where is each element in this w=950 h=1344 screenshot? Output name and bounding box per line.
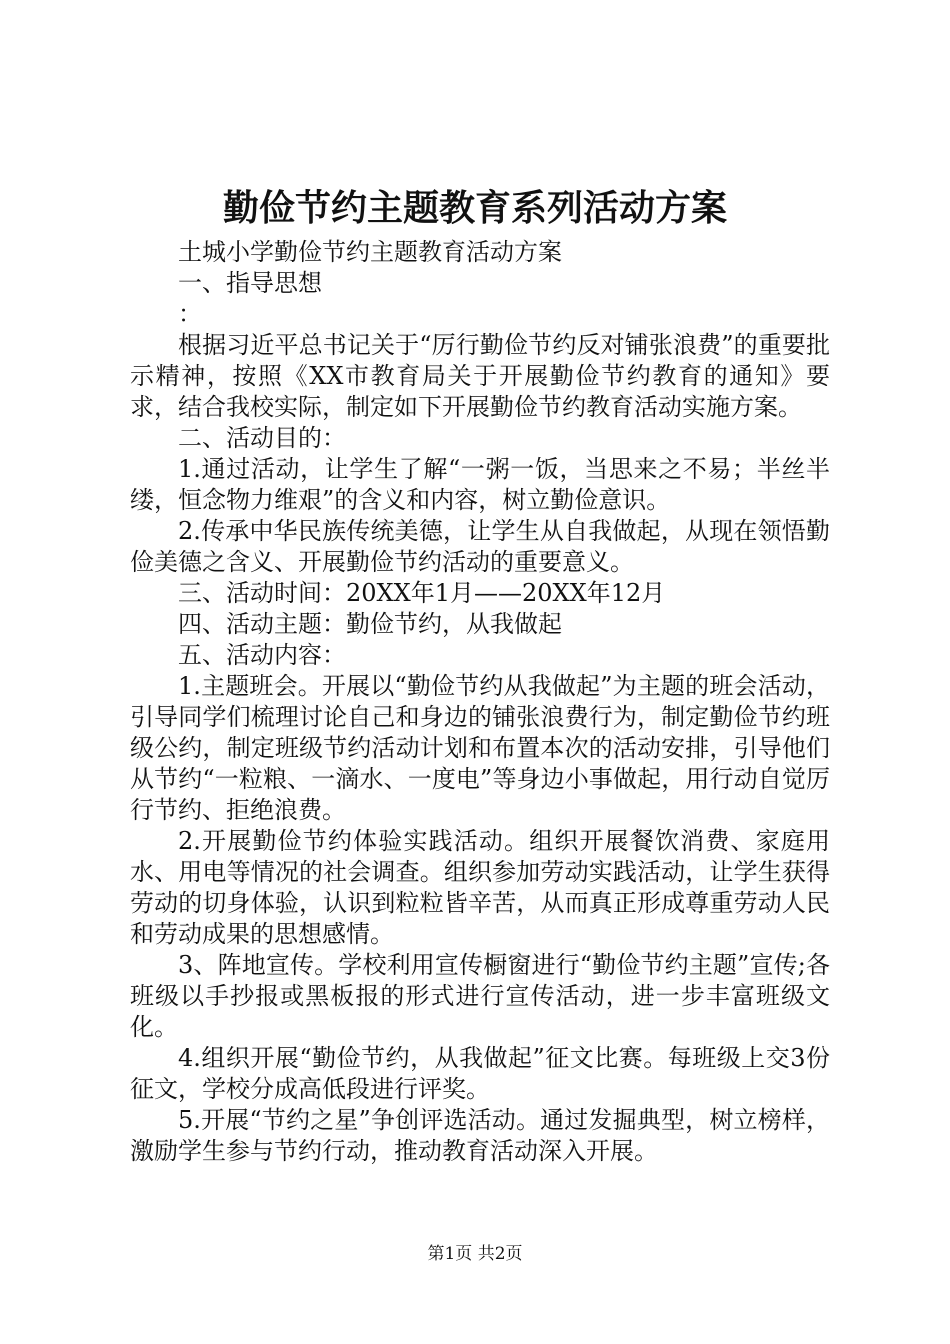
paragraph-guiding-content: 根据习近平总书记关于“厉行勤俭节约反对铺张浪费”的重要批示精神，按照《XX市教育局关于开展勤俭节约教育的通知》要求，结合我校实际，制定如下开展勤俭节约教育活动实施方案。 <box>130 331 830 421</box>
paragraph-section-purpose: 二、活动目的： <box>178 424 346 452</box>
paragraph-section-content: 五、活动内容： <box>178 641 346 669</box>
paragraph-section-time: 三、活动时间：20XX年1月——20XX年12月 <box>178 579 666 607</box>
paragraph-section-theme: 四、活动主题：勤俭节约，从我做起 <box>178 610 562 638</box>
paragraph-purpose-1: 1.通过活动，让学生了解“一粥一饭，当思来之不易；半丝半缕，恒念物力维艰”的含义和内容，树立勤俭意识。 <box>130 455 830 514</box>
paragraph-content-2: 2.开展勤俭节约体验实践活动。组织开展餐饮消费、家庭用水、用电等情况的社会调查。组织参加劳动实践活动，让学生获得劳动的切身体验，认识到粒粒皆辛苦，从而真正形成尊重劳动人民和劳动成果的思想感情。 <box>130 827 830 948</box>
paragraph-content-5: 5.开展“节约之星”争创评选活动。通过发掘典型，树立榜样，激励学生参与节约行动，推动教育活动深入开展。 <box>130 1106 830 1165</box>
paragraph-content-3: 3、阵地宣传。学校利用宣传橱窗进行“勤俭节约主题”宣传;各班级以手抄报或黑板报的形式进行宣传活动，进一步丰富班级文化。 <box>130 951 830 1041</box>
paragraph-content-4: 4.组织开展“勤俭节约，从我做起”征文比赛。每班级上交3份征文，学校分成高低段进行评奖。 <box>130 1044 830 1103</box>
document-body <box>130 237 830 1167</box>
paragraph-school-plan-title: 土城小学勤俭节约主题教育活动方案 <box>178 238 562 266</box>
paragraph-section-guiding-thought: 一、指导思想 <box>178 269 322 297</box>
paragraph-content-1: 1.主题班会。开展以“勤俭节约从我做起”为主题的班会活动，引导同学们梳理讨论自己和身边的铺张浪费行为，制定勤俭节约班级公约，制定班级节约活动计划和布置本次的活动安排，引导他们从节约“一粒粮、一滴水、一度电”等身边小事做起，用行动自觉厉行节约、拒绝浪费。 <box>130 672 830 824</box>
paragraph-colon: ： <box>178 300 202 328</box>
page-footer: 第1页 共2页 <box>427 1244 523 1264</box>
paragraph-purpose-2: 2.传承中华民族传统美德，让学生从自我做起，从现在领悟勤俭美德之含义、开展勤俭节约活动的重要意义。 <box>130 517 830 576</box>
document-title: 勤俭节约主题教育系列活动方案 <box>222 188 727 229</box>
